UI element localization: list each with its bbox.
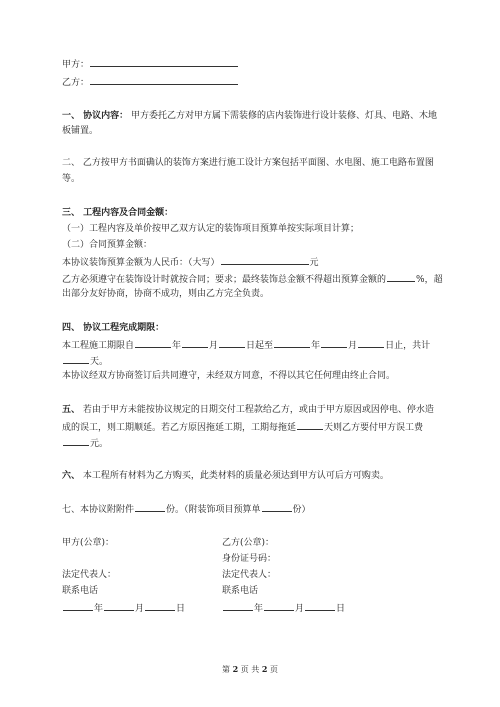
section5-text2-suffix: 天则乙方要付甲方误工费 bbox=[324, 423, 424, 433]
cap-suffix: %，超 bbox=[416, 275, 443, 285]
date-b-day: 日 bbox=[336, 604, 346, 614]
phone-a-label: 联系电话 bbox=[62, 586, 99, 596]
section1-text1: 甲方委托乙方对甲方属下需装修的店内装饰进行设计装修、灯具、电路、木地 bbox=[131, 111, 438, 121]
end-month-blank[interactable] bbox=[321, 338, 347, 348]
section7-prefix: 七、本协议附附件 bbox=[62, 505, 135, 515]
end-year-blank[interactable] bbox=[274, 338, 310, 348]
section7-line bbox=[62, 502, 442, 517]
party-b-label: 乙方： bbox=[62, 78, 90, 88]
date-a-year: 年 bbox=[94, 604, 104, 614]
end-day-label: 日止，共计 bbox=[385, 341, 431, 351]
section2-line2 bbox=[62, 173, 442, 186]
party-a-seal: 甲方(公章)： bbox=[62, 538, 115, 548]
party-a-label: 甲方： bbox=[62, 60, 90, 70]
cap-percent-blank[interactable] bbox=[387, 272, 415, 282]
footer-suffix: 页 bbox=[269, 665, 278, 674]
footer-mid: 页 共 bbox=[240, 665, 260, 674]
total-days-blank[interactable] bbox=[63, 354, 89, 364]
attachment-count-blank[interactable] bbox=[135, 502, 165, 512]
section7-suffix: 份） bbox=[292, 505, 311, 515]
delay-days-blank[interactable] bbox=[297, 420, 323, 430]
section5-heading: 五、 bbox=[62, 405, 81, 415]
section5-text1: 若由于甲方未能按协议规定的日期交付工程款给乙方，或由于甲方原因或因停电、停水造 bbox=[82, 405, 434, 415]
rep-b-label: 法定代表人： bbox=[222, 570, 277, 580]
amount-prefix: 本协议装饰预算金额为人民币：（大写） bbox=[62, 258, 220, 268]
section3-amount-line bbox=[62, 255, 442, 270]
section3-cap-line2: 出部分友好协商，协商不成功，则由乙方完全负责。 bbox=[62, 289, 270, 299]
section4-days-line bbox=[62, 354, 442, 369]
date-b-day-blank[interactable] bbox=[305, 601, 335, 611]
footer-page-current: 2 bbox=[232, 664, 239, 674]
section1-line1 bbox=[62, 110, 442, 123]
start-day-label: 日起至 bbox=[246, 341, 274, 351]
section7-middle: 份。（附装饰项目预算单 bbox=[166, 505, 261, 515]
section6-heading: 六、 bbox=[62, 471, 81, 481]
cap-prefix: 乙方必须遵守在装饰设计时就按合同；要求；最终装饰总金额不得超出预算金额的 bbox=[62, 275, 387, 285]
party-b-seal: 乙方(公章)： bbox=[222, 538, 275, 548]
rep-a-label: 法定代表人： bbox=[62, 570, 117, 580]
start-day-blank[interactable] bbox=[219, 338, 245, 348]
date-a-day: 日 bbox=[176, 604, 186, 614]
section1-heading: 一、 协议内容： bbox=[62, 111, 129, 121]
date-a-month: 月 bbox=[135, 604, 145, 614]
date-a-year-blank[interactable] bbox=[63, 601, 93, 611]
period-prefix: 本工程施工期限自 bbox=[62, 341, 135, 351]
section3-cap-line bbox=[62, 272, 442, 287]
section5-text2-prefix: 成的误工，则工期顺延。若乙方原因拖延工期，工期每拖延 bbox=[62, 423, 297, 433]
section1-text2: 板铺置。 bbox=[62, 126, 99, 136]
start-year-label: 年 bbox=[172, 341, 182, 351]
id-number-label: 身份证号码： bbox=[222, 554, 277, 564]
amount-suffix: 元 bbox=[309, 258, 319, 268]
party-b-line bbox=[62, 75, 442, 90]
section5-line1 bbox=[62, 404, 442, 417]
start-month-label: 月 bbox=[209, 341, 219, 351]
date-a-day-blank[interactable] bbox=[145, 601, 175, 611]
date-b-year: 年 bbox=[254, 604, 264, 614]
section4-period-line bbox=[62, 338, 442, 353]
party-b-blank[interactable] bbox=[90, 75, 238, 85]
section1-line2 bbox=[62, 125, 442, 138]
date-b-month: 月 bbox=[295, 604, 305, 614]
footer-prefix: 第 bbox=[222, 665, 231, 674]
date-a-month-blank[interactable] bbox=[104, 601, 134, 611]
section2-line1 bbox=[62, 157, 442, 170]
section4-effective: 本协议经双方协商签订后共同遵守，未经双方同意，不得以其它任何理由终止合同。 bbox=[62, 371, 396, 381]
section5-line3 bbox=[62, 436, 442, 451]
start-year-blank[interactable] bbox=[135, 338, 171, 348]
end-month-label: 月 bbox=[348, 341, 358, 351]
budget-count-blank[interactable] bbox=[262, 502, 292, 512]
end-day-blank[interactable] bbox=[358, 338, 384, 348]
section4-heading: 四、 协议工程完成期限： bbox=[62, 323, 165, 333]
amount-blank[interactable] bbox=[221, 255, 309, 265]
section2-text2: 等。 bbox=[62, 174, 81, 184]
party-a-blank[interactable] bbox=[90, 57, 238, 67]
date-b-month-blank[interactable] bbox=[264, 601, 294, 611]
phone-b-label: 联系电话 bbox=[222, 586, 259, 596]
footer-page-total: 2 bbox=[261, 664, 268, 674]
page-footer bbox=[0, 663, 500, 676]
party-a-line bbox=[62, 57, 442, 72]
start-month-blank[interactable] bbox=[182, 338, 208, 348]
delay-fee-blank[interactable] bbox=[63, 436, 89, 446]
date-b-year-blank[interactable] bbox=[223, 601, 253, 611]
end-year-label: 年 bbox=[311, 341, 321, 351]
section5-text3: 元。 bbox=[90, 439, 109, 449]
date-b-line bbox=[222, 601, 345, 616]
section2-text1: 二、 乙方按甲方书面确认的装饰方案进行施工设计方案包括平面图、水电图、施工电路布置图 bbox=[62, 158, 434, 168]
section6-text: 本工程所有材料为乙方购买，此类材料的质量必须达到甲方认可后方可购卖。 bbox=[82, 471, 389, 481]
days-unit: 天。 bbox=[90, 357, 109, 367]
section6-line bbox=[62, 470, 442, 483]
section5-line2 bbox=[62, 420, 442, 435]
section3-heading: 三、 工程内容及合同金额： bbox=[62, 208, 174, 218]
section3-item2: （二）合同预算金额： bbox=[62, 240, 153, 250]
section3-item1: （一）工程内容及单价按甲乙双方认定的装饰项目预算单按实际项目计算； bbox=[62, 224, 360, 234]
